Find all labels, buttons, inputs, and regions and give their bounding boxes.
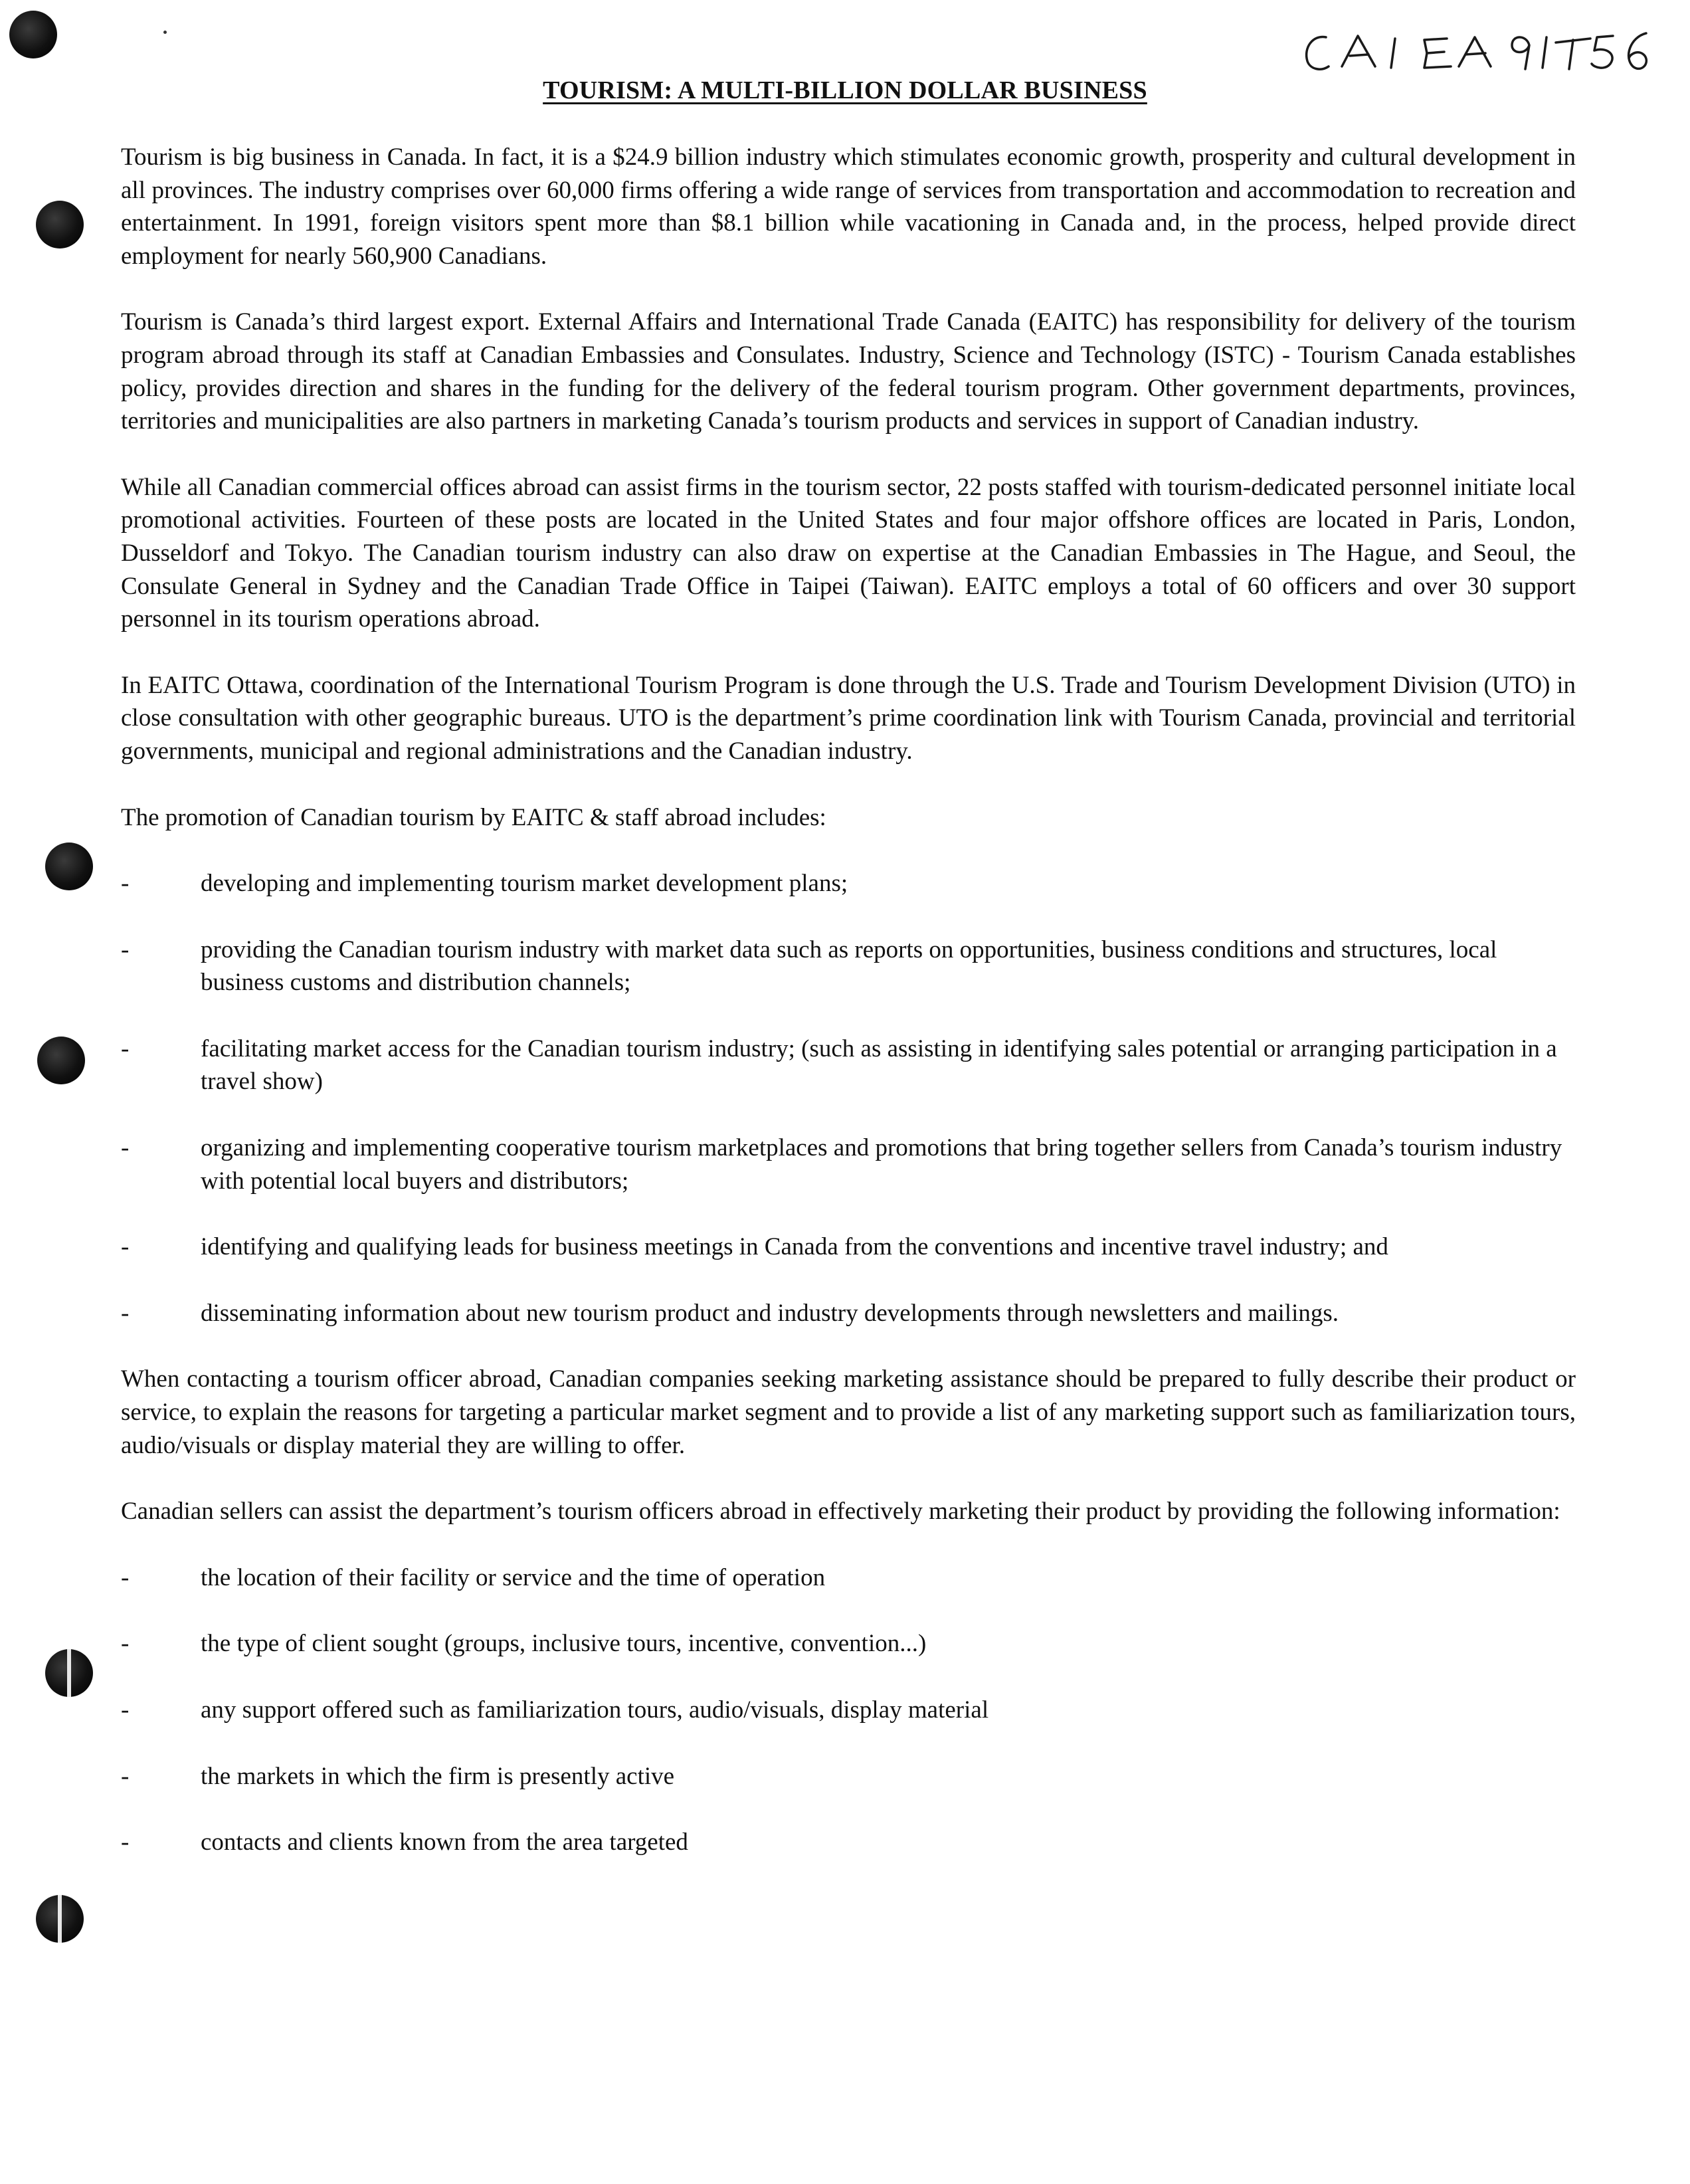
bullet-marker: - bbox=[121, 1035, 130, 1062]
bullet-marker: - bbox=[121, 1299, 130, 1327]
paragraph-coordination: In EAITC Ottawa, coordination of the International Tourism Program is done through the U.S. Trade and Tourism Development Division (UTO) in close consultation with other geographic bureaus. UTO is the department’s prime coordination link with Tourism Canada, provincial and territorial governments, municipal and regional administrations and the Canadian industry. bbox=[121, 671, 1576, 765]
list-item-text: providing the Canadian tourism industry with market data such as reports on opportunities, business conditions and structures, local business customs and distribution channels; bbox=[201, 936, 1497, 997]
seller-information-list bbox=[121, 1561, 1576, 1859]
bullet-marker: - bbox=[121, 1630, 130, 1658]
list-item-text: facilitating market access for the Canadian tourism industry; (such as assisting in identifying sales potential or arranging participation in a travel show) bbox=[201, 1035, 1557, 1096]
paragraph-export: Tourism is Canada’s third largest export. External Affairs and International Trade Canada (EAITC) has responsibility for delivery of the tourism program abroad through its staff at Canadian Embassies and Consulates. Industry, Science and Technology (ISTC) - Tourism Canada establishes policy, provides direction and shares in the funding for the delivery of the federal tourism program. Other government departments, provinces, territories and municipalities are also partners in marketing Canada’s tourism products and services in support of Canadian industry. bbox=[121, 308, 1576, 435]
list-item bbox=[121, 1627, 1576, 1660]
list-item bbox=[121, 1760, 1576, 1793]
list-item bbox=[121, 867, 1576, 900]
paragraph-promotion-intro: The promotion of Canadian tourism by EAITC & staff abroad includes: bbox=[121, 803, 826, 831]
punch-hole-2 bbox=[36, 201, 84, 248]
document-title: TOURISM: A MULTI-BILLION DOLLAR BUSINESS bbox=[543, 76, 1147, 104]
list-item bbox=[121, 1231, 1576, 1264]
paragraph-posts-abroad: While all Canadian commercial offices abroad can assist firms in the tourism sector, 22 posts staffed with tourism-dedicated personnel initiate local promotional activities. Fourteen of these posts are located in the United States and four major offshore offices are located in Paris, London, Dusseldorf and Tokyo. The Canadian tourism industry can also draw on expertise at the Canadian Embassies in The Hague, and Seoul, the Consulate General in Sydney and the Canadian Trade Office in Taipei (Taiwan). EAITC employs a total of 60 officers and over 30 support personnel in its tourism operations abroad. bbox=[121, 473, 1576, 633]
punch-hole-6 bbox=[36, 1895, 84, 1943]
bullet-marker: - bbox=[121, 1762, 130, 1790]
list-item bbox=[121, 1561, 1576, 1595]
paragraph-sellers-info-intro: Canadian sellers can assist the department’s tourism officers abroad in effectively marketing their product by providing the following information: bbox=[121, 1498, 1560, 1526]
list-item-text: the location of their facility or service and the time of operation bbox=[201, 1563, 826, 1591]
bullet-marker: - bbox=[121, 1134, 130, 1162]
list-item-text: developing and implementing tourism market development plans; bbox=[201, 870, 848, 898]
promotion-activities-list bbox=[121, 867, 1576, 1330]
punch-hole-4 bbox=[37, 1037, 85, 1084]
list-item bbox=[121, 1297, 1576, 1330]
punch-hole-1 bbox=[9, 11, 57, 58]
bullet-marker: - bbox=[121, 1829, 130, 1856]
handwritten-catalogue-number bbox=[1294, 25, 1653, 78]
list-item-text: disseminating information about new tourism product and industry developments through newsletters and mailings. bbox=[201, 1299, 1339, 1327]
list-item bbox=[121, 1132, 1576, 1197]
punch-hole-5 bbox=[45, 1649, 93, 1697]
paragraph-contacting-officer: When contacting a tourism officer abroad, Canadian companies seeking marketing assistance should be prepared to fully describe their product or service, to explain the reasons for targeting a particular market segment and to provide a list of any marketing support such as familiarization tours, audio/visuals or display material they are willing to offer. bbox=[121, 1365, 1576, 1459]
bullet-marker: - bbox=[121, 1563, 130, 1591]
paragraph-overview: Tourism is big business in Canada. In fact, it is a $24.9 billion industry which stimulates economic growth, prosperity and cultural development in all provinces. The industry comprises over 60,000 firms offering a wide range of services from transportation and accommodation to recreation and entertainment. In 1991, foreign visitors spent more than $8.1 billion while vacationing in Canada and, in the process, helped provide direct employment for nearly 560,900 Canadians. bbox=[121, 144, 1576, 270]
list-item bbox=[121, 934, 1576, 999]
list-item-text: identifying and qualifying leads for business meetings in Canada from the conventions and incentive travel industry; and bbox=[201, 1233, 1388, 1261]
bullet-marker: - bbox=[121, 1696, 130, 1724]
list-item-text: the type of client sought (groups, inclusive tours, incentive, convention...) bbox=[201, 1630, 927, 1658]
scan-speck bbox=[163, 31, 167, 34]
bullet-marker: - bbox=[121, 936, 130, 963]
bullet-marker: - bbox=[121, 1233, 130, 1261]
list-item bbox=[121, 1694, 1576, 1727]
list-item-text: organizing and implementing cooperative tourism marketplaces and promotions that bring together sellers from Canada’s tourism industry with potential local buyers and distributors; bbox=[201, 1134, 1562, 1195]
list-item bbox=[121, 1033, 1576, 1098]
list-item-text: any support offered such as familiarization tours, audio/visuals, display material bbox=[201, 1696, 989, 1724]
list-item bbox=[121, 1826, 1576, 1859]
list-item-text: contacts and clients known from the area targeted bbox=[201, 1829, 688, 1856]
list-item-text: the markets in which the firm is presently active bbox=[201, 1762, 675, 1790]
document-body bbox=[121, 141, 1576, 1892]
bullet-marker: - bbox=[121, 870, 130, 898]
punch-hole-3 bbox=[45, 843, 93, 890]
